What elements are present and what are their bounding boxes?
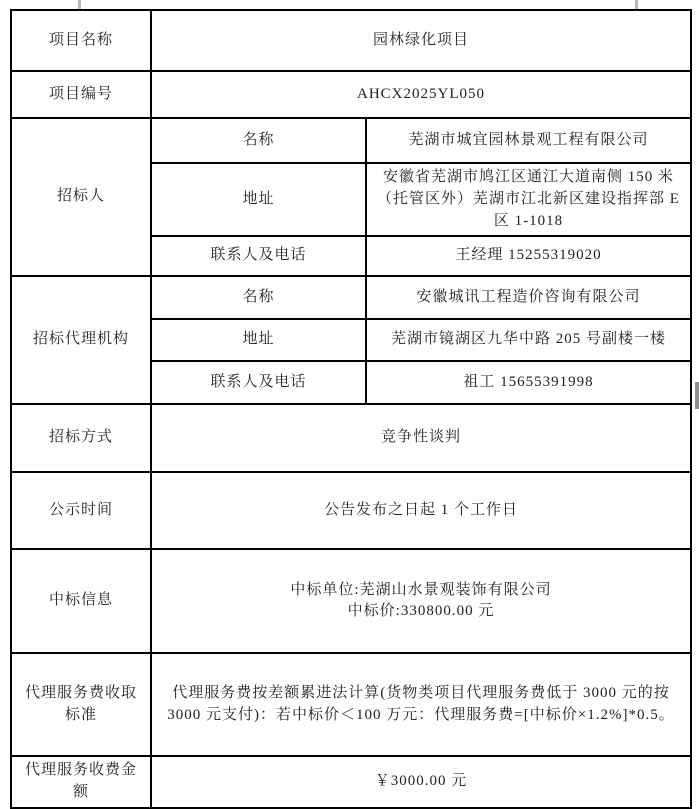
tenderer-label: 招标人 [11, 118, 151, 276]
table-row [11, 549, 691, 653]
scrollbar-thumb-fragment[interactable] [695, 382, 699, 409]
table-row [11, 472, 691, 549]
bid-announcement-table [10, 9, 692, 809]
award-info-label: 中标信息 [11, 549, 151, 653]
award-price-line: 中标价:330800.00 元 [347, 603, 495, 620]
agency-address-label: 地址 [151, 319, 366, 361]
publicity-time-label: 公示时间 [11, 472, 151, 549]
agency-address-value: 芜湖市镜湖区九华中路 205 号副楼一楼 [366, 319, 691, 361]
fee-amount-value: ￥3000.00 元 [151, 756, 691, 808]
fee-amount-label: 代理服务收费金额 [11, 756, 151, 808]
project-number-label: 项目编号 [11, 71, 151, 118]
tenderer-contact-value: 王经理 15255319020 [366, 236, 691, 276]
top-edge-artifact-left [78, 0, 81, 9]
fee-standard-value: 代理服务费按差额累进法计算(货物类项目代理服务费低于 3000 元的按 3000 元支付)：若中标价＜100 万元：代理服务费=[中标价×1.2%]*0.5。 [151, 653, 691, 756]
bid-method-label: 招标方式 [11, 404, 151, 472]
agency-name-value: 安徽城讯工程造价咨询有限公司 [366, 276, 691, 319]
table-row [11, 653, 691, 756]
project-name-value: 园林绿化项目 [151, 10, 691, 71]
award-info-value [151, 549, 691, 653]
award-winner-line: 中标单位:芜湖山水景观装饰有限公司 [290, 581, 552, 598]
agency-name-label: 名称 [151, 276, 366, 319]
table-row [11, 10, 691, 71]
table-row [11, 71, 691, 118]
table-row [11, 404, 691, 472]
table-row [11, 118, 691, 163]
project-number-value: AHCX2025YL050 [151, 71, 691, 118]
fee-standard-label: 代理服务费收取标准 [11, 653, 151, 756]
project-name-label: 项目名称 [11, 10, 151, 71]
agency-label: 招标代理机构 [11, 276, 151, 404]
tenderer-address-label: 地址 [151, 163, 366, 236]
agency-contact-value: 祖工 15655391998 [366, 361, 691, 404]
table-row [11, 276, 691, 319]
bid-method-value: 竞争性谈判 [151, 404, 691, 472]
agency-contact-label: 联系人及电话 [151, 361, 366, 404]
tenderer-name-value: 芜湖市城宜园林景观工程有限公司 [366, 118, 691, 163]
tenderer-name-label: 名称 [151, 118, 366, 163]
table-row [11, 756, 691, 808]
tenderer-address-value: 安徽省芜湖市鸠江区通江大道南侧 150 米（托管区外）芜湖市江北新区建设指挥部 E 区 1-1018 [366, 163, 691, 236]
publicity-time-value: 公告发布之日起 1 个工作日 [151, 472, 691, 549]
top-edge-artifact-right [635, 0, 638, 9]
tenderer-contact-label: 联系人及电话 [151, 236, 366, 276]
